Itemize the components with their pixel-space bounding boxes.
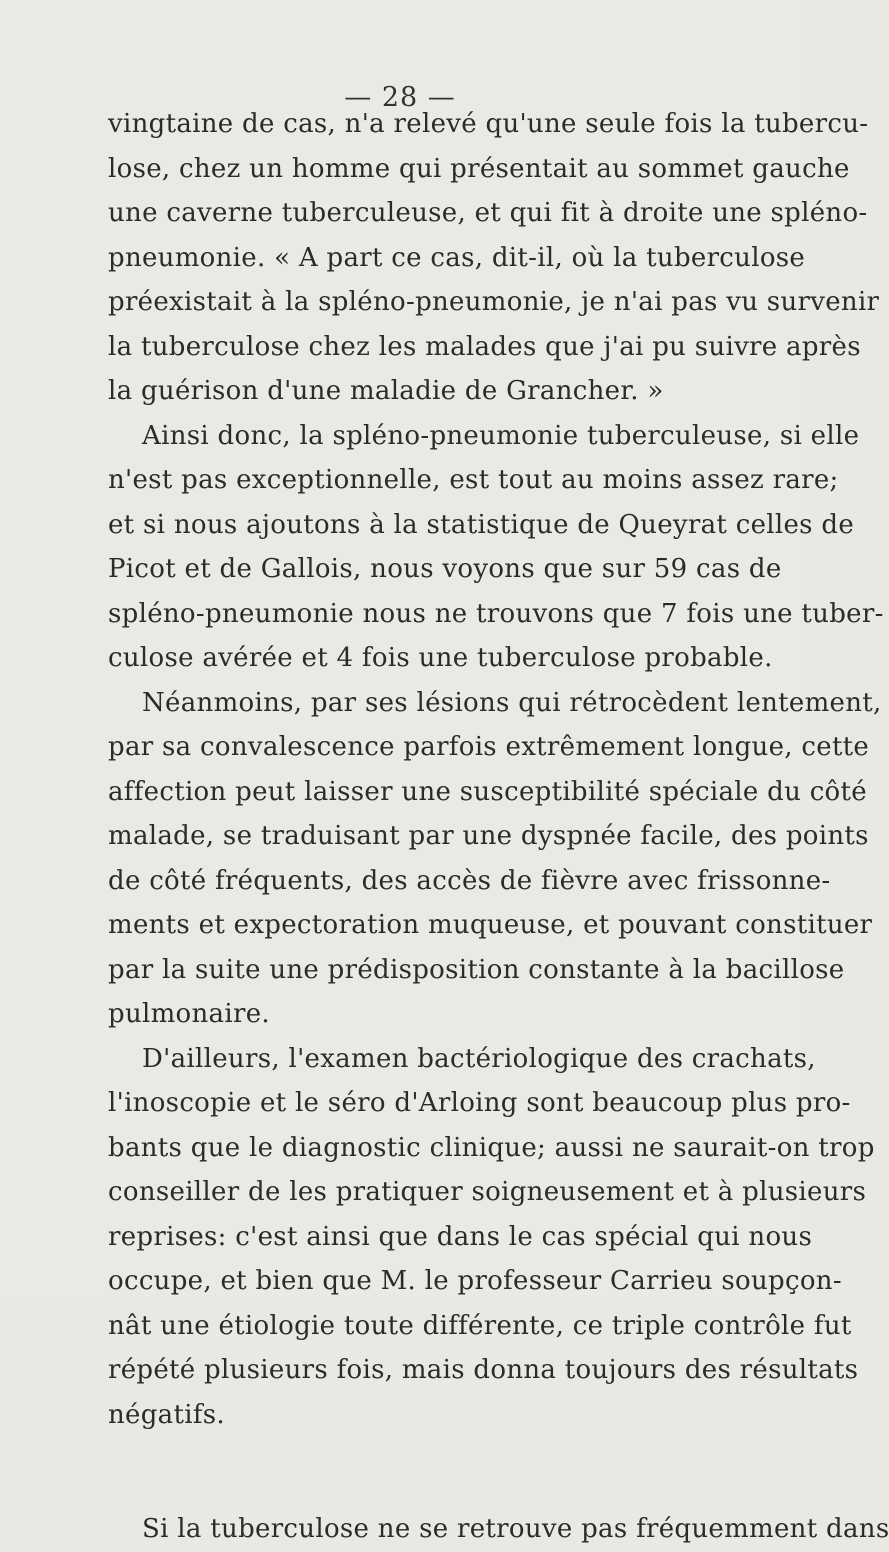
- paragraph-2: [108, 414, 884, 681]
- text-line: occupe, et bien que M. le professeur Carrieu soupçon-: [108, 1266, 842, 1296]
- paragraph-1: [108, 102, 880, 414]
- text-line: ments et expectoration muqueuse, et pouvant constituer: [108, 910, 873, 940]
- text-line: pneumonie. « A part ce cas, dit-il, où la tuberculose: [108, 242, 806, 273]
- text-line: et si nous ajoutons à la statistique de Queyrat celles de: [108, 509, 855, 540]
- text-line: la guérison d'une maladie de Grancher. »: [108, 376, 664, 406]
- text-line: la tuberculose chez les malades que j'ai pu suivre après: [108, 331, 861, 362]
- text-line: bants que le diagnostic clinique; aussi ne saurait-on trop: [108, 1132, 875, 1163]
- paragraph-gap: [108, 1437, 676, 1507]
- text-line: n'est pas exceptionnelle, est tout au moins assez rare;: [108, 465, 839, 495]
- text-line: de côté fréquents, des accès de fièvre avec frissonne-: [108, 865, 831, 896]
- text-line: lose, chez un homme qui présentait au sommet gauche: [108, 153, 850, 184]
- text-line: Ainsi donc, la spléno-pneumonie tuberculeuse, si elle: [142, 420, 860, 451]
- text-line: malade, se traduisant par une dyspnée facile, des points: [108, 821, 869, 851]
- text-line: affection peut laisser une susceptibilité spéciale du côté: [108, 776, 867, 807]
- text-line: répété plusieurs fois, mais donna toujours des résultats: [108, 1355, 859, 1385]
- text-line: une caverne tuberculeuse, et qui fit à droite une spléno-: [108, 198, 868, 228]
- page-number: — 28 —: [344, 82, 456, 113]
- text-line: Picot et de Gallois, nous voyons que sur 59 cas de: [108, 554, 782, 584]
- paragraph-4: [108, 1037, 875, 1438]
- paragraph-3: [108, 681, 882, 1037]
- text-line: Néanmoins, par ses lésions qui rétrocèdent lentement,: [142, 687, 882, 718]
- paragraph-5: [108, 1507, 889, 1552]
- text-line: négatifs.: [108, 1399, 225, 1430]
- text-line: reprises: c'est ainsi que dans le cas spécial qui nous: [108, 1221, 813, 1252]
- text-line: spléno-pneumonie nous ne trouvons que 7 fois une tuber-: [108, 598, 884, 629]
- text-line: D'ailleurs, l'examen bactériologique des crachats,: [142, 1043, 816, 1074]
- text-line: conseiller de les pratiquer soigneusement et à plusieurs: [108, 1177, 867, 1207]
- text-line: préexistait à la spléno-pneumonie, je n'ai pas vu survenir: [108, 287, 880, 317]
- text-line: vingtaine de cas, n'a relevé qu'une seule fois la tubercu-: [108, 109, 869, 139]
- text-line: par la suite une prédisposition constante à la bacillose: [108, 954, 845, 985]
- text-line: nât une étiologie toute différente, ce triple contrôle fut: [108, 1310, 852, 1341]
- text-line: Si la tuberculose ne se retrouve pas fréquemment dans: [142, 1514, 889, 1544]
- body-text: [108, 7, 889, 1552]
- text-line: pulmonaire.: [108, 999, 270, 1029]
- text-line: l'inoscopie et le séro d'Arloing sont beaucoup plus pro-: [108, 1088, 851, 1118]
- text-line: culose avérée et 4 fois une tuberculose probable.: [108, 643, 773, 673]
- text-line: par sa convalescence parfois extrêmement longue, cette: [108, 732, 870, 762]
